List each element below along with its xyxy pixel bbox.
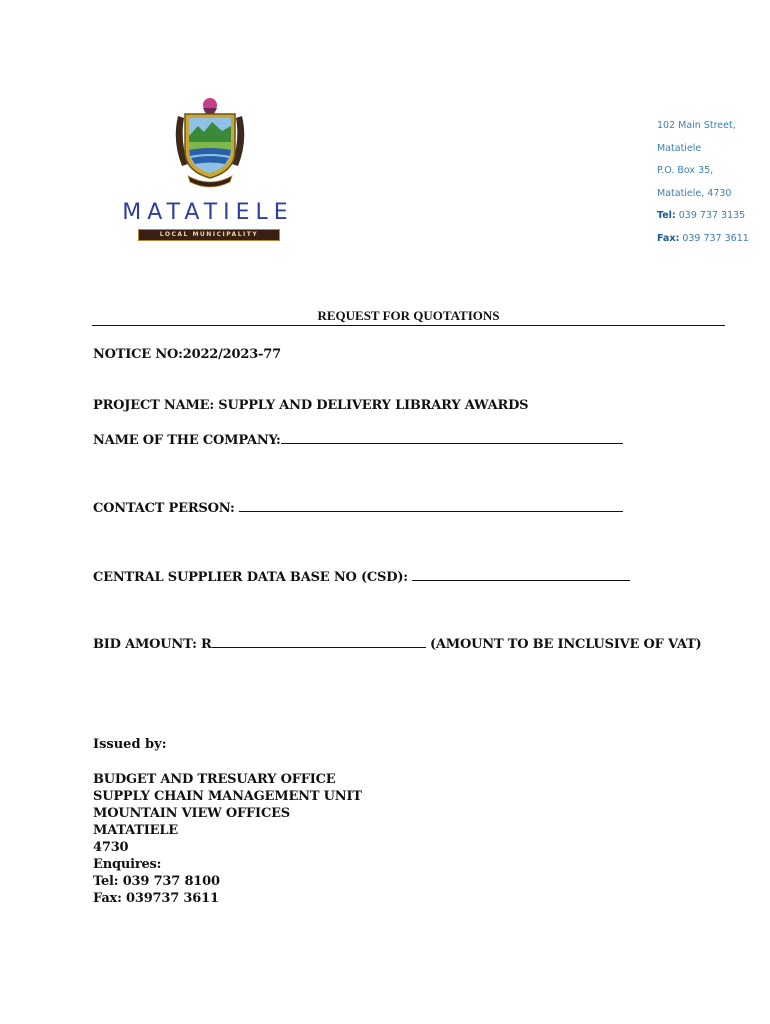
coat-of-arms-icon xyxy=(170,96,250,191)
csd-number-label: CENTRAL SUPPLIER DATA BASE NO (CSD): xyxy=(93,570,408,585)
csd-number-blank[interactable] xyxy=(412,567,630,581)
municipality-logo xyxy=(108,96,308,246)
issuing-office-block xyxy=(93,771,362,907)
document-title: REQUEST FOR QUOTATIONS xyxy=(92,308,725,326)
address-line: P.O. Box 35, xyxy=(657,165,714,176)
contact-person-label: CONTACT PERSON: xyxy=(93,501,235,516)
bid-amount-blank[interactable] xyxy=(212,634,426,648)
logo-name: MATATIELE xyxy=(122,200,294,225)
company-name-blank[interactable] xyxy=(281,430,623,444)
bid-amount-note: (AMOUNT TO BE INCLUSIVE OF VAT) xyxy=(429,637,702,652)
address-tel xyxy=(657,210,749,233)
address-line: 102 Main Street, xyxy=(657,120,736,131)
address-line: Matatiele xyxy=(657,142,702,154)
office-line: MOUNTAIN VIEW OFFICES xyxy=(93,806,290,821)
tel-label: Tel: xyxy=(657,210,676,221)
bid-amount-label: BID AMOUNT: R xyxy=(93,637,212,652)
address-fax xyxy=(657,233,749,256)
fax-value: 039 737 3611 xyxy=(682,232,749,244)
contact-person-blank[interactable] xyxy=(239,498,623,512)
contact-person-field xyxy=(93,498,623,516)
fax-label: Fax: xyxy=(657,232,680,244)
office-line: Fax: 039737 3611 xyxy=(93,891,219,906)
csd-number-field xyxy=(93,567,630,585)
company-name-label: NAME OF THE COMPANY: xyxy=(93,433,281,448)
project-name: PROJECT NAME: SUPPLY AND DELIVERY LIBRARY AWARDS xyxy=(93,398,529,413)
office-line: Tel: 039 737 8100 xyxy=(93,874,220,889)
notice-number: NOTICE NO:2022/2023-77 xyxy=(93,347,281,362)
tel-value: 039 737 3135 xyxy=(678,210,746,221)
document-title-bar xyxy=(92,308,725,326)
bid-amount-field xyxy=(93,634,702,652)
office-line: 4730 xyxy=(93,840,129,855)
office-line: Enquires: xyxy=(93,857,162,872)
issued-by-label: Issued by: xyxy=(93,737,167,752)
company-name-field xyxy=(93,430,623,448)
logo-banner: LOCAL MUNICIPALITY xyxy=(138,229,280,241)
office-line: SUPPLY CHAIN MANAGEMENT UNIT xyxy=(93,789,362,804)
address-line: Matatiele, 4730 xyxy=(657,187,732,199)
office-line: MATATIELE xyxy=(93,823,179,838)
office-line: BUDGET AND TRESUARY OFFICE xyxy=(93,772,336,787)
contact-address-block xyxy=(657,120,749,255)
